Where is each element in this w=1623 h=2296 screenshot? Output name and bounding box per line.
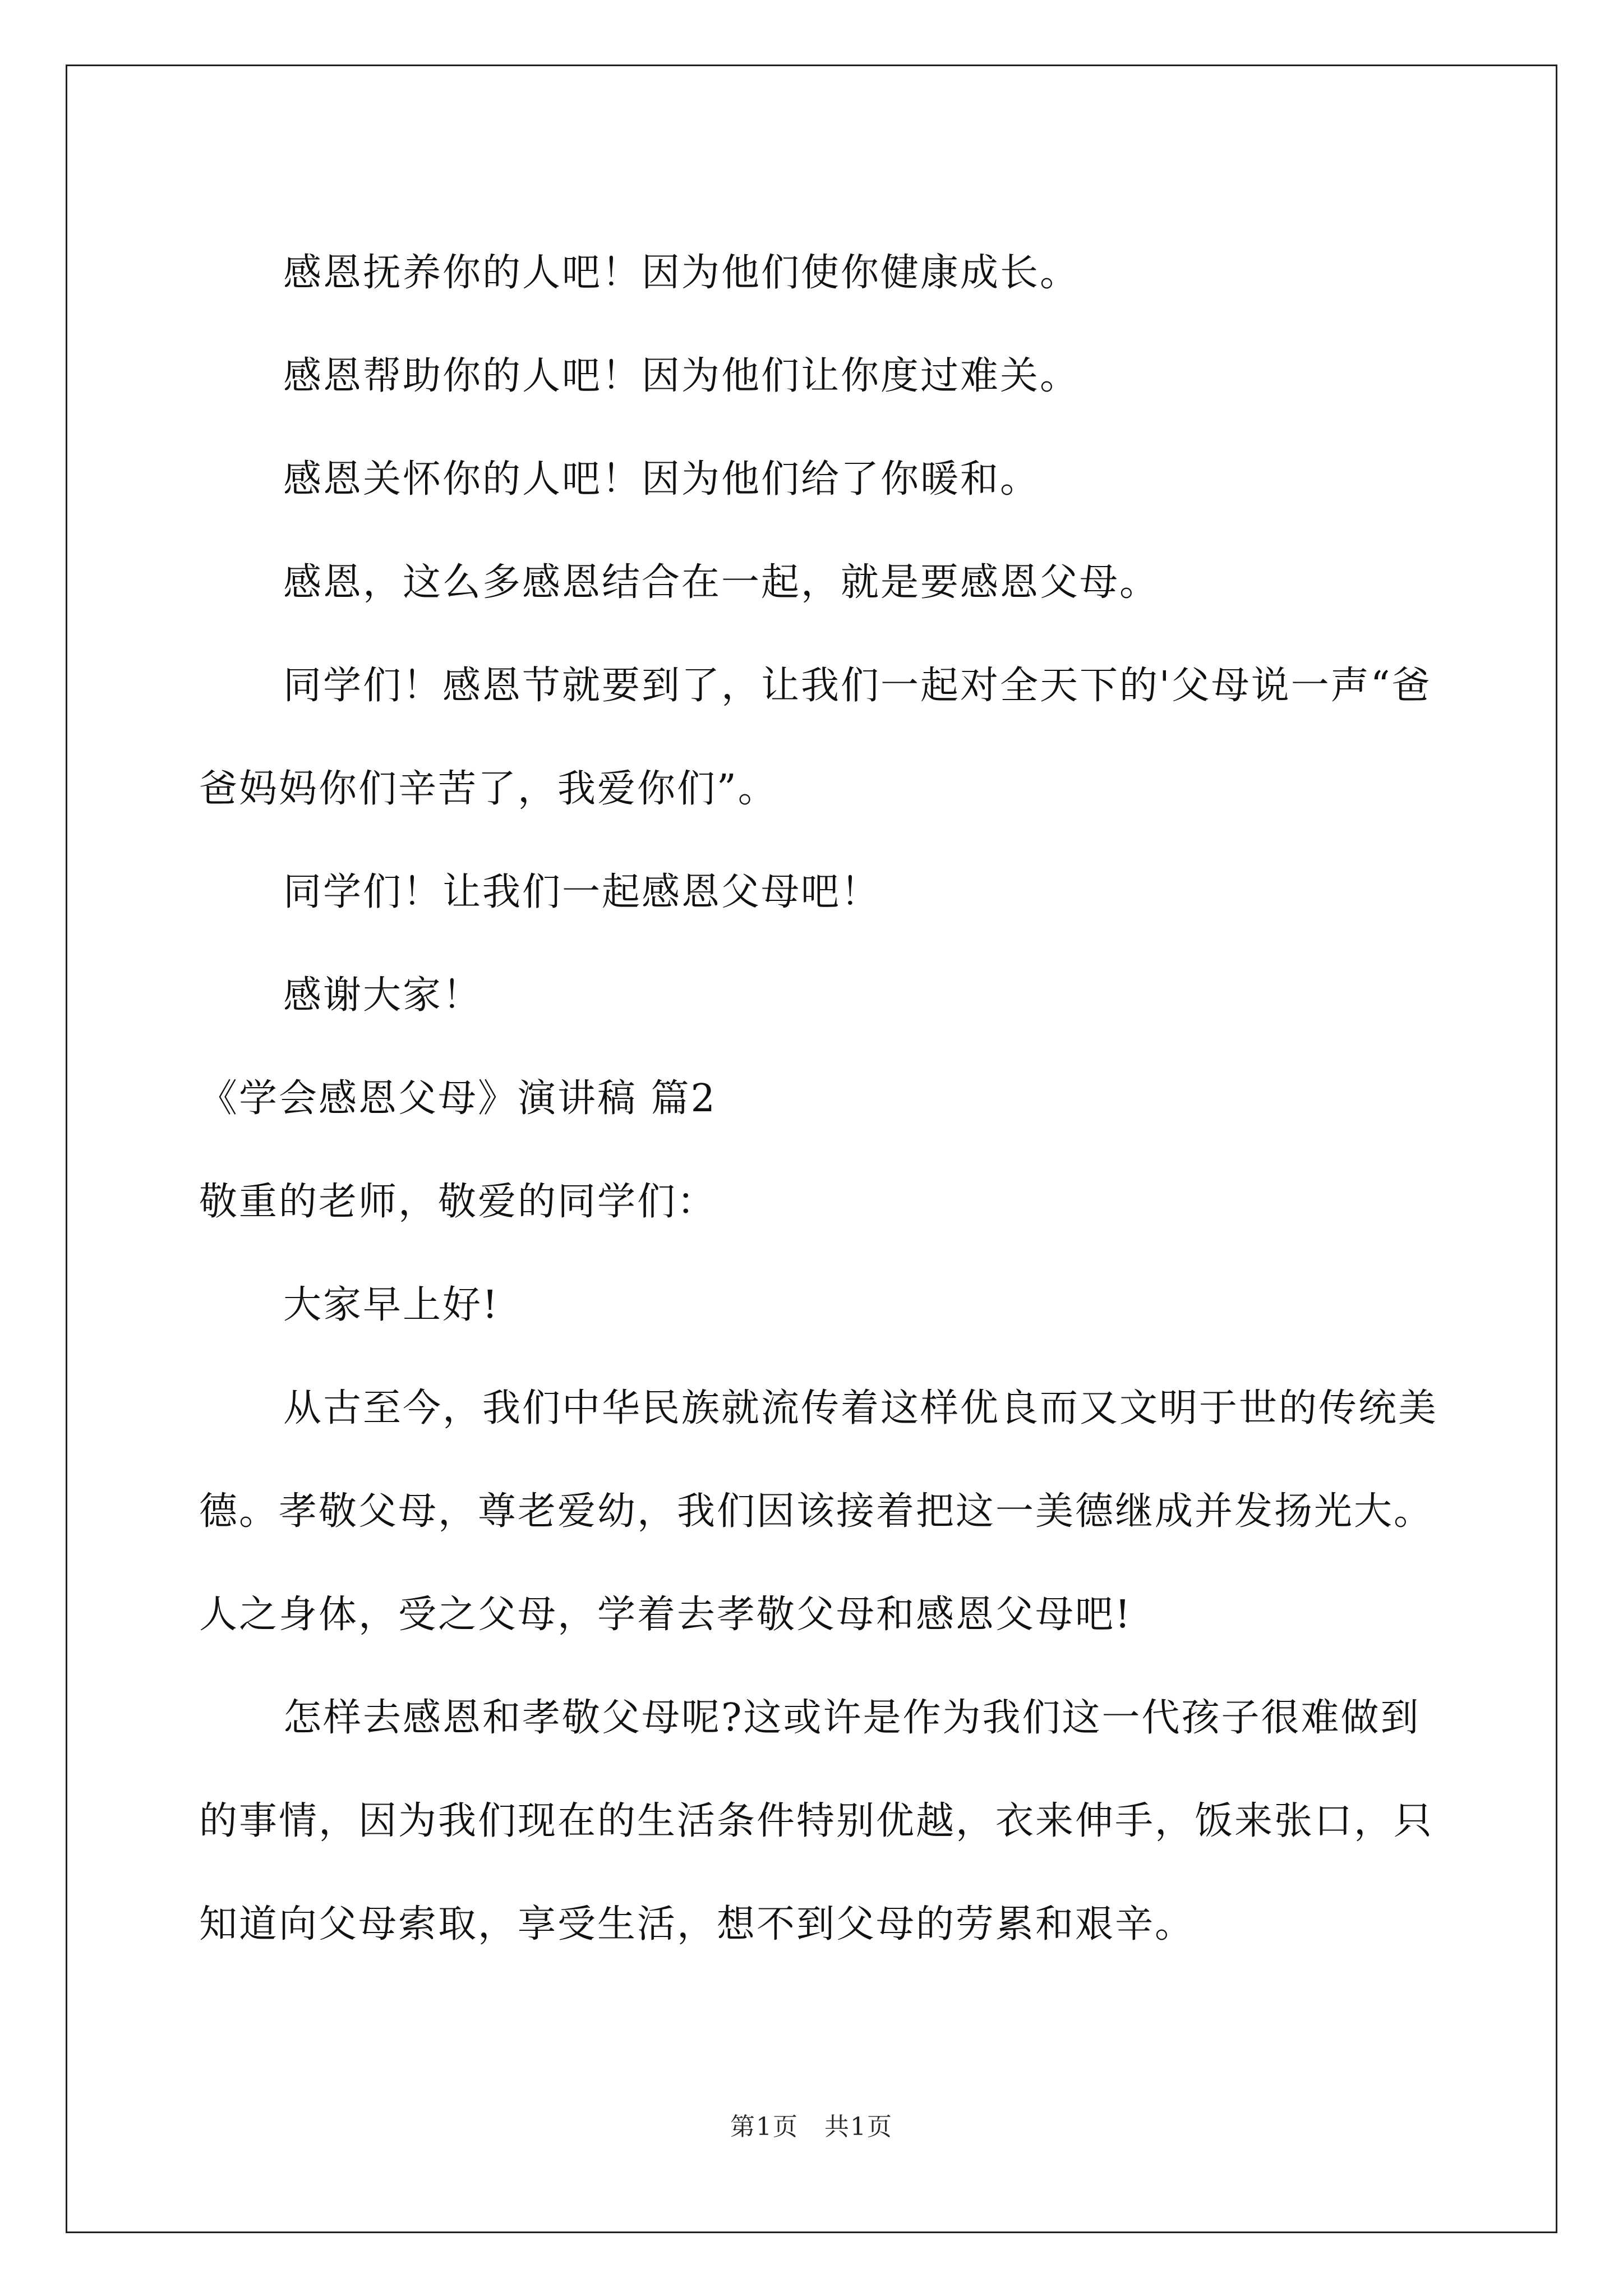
page-footer: 第1页 共1页 <box>730 2113 893 2141</box>
document-body <box>199 222 1455 1976</box>
paragraph: 感谢大家！ <box>283 973 483 1018</box>
paragraph: 感恩抚养你的人吧！因为他们使你健康成长。 <box>283 251 1080 295</box>
paragraph: 同学们！感恩节就要到了，让我们一起对全天下的'父母说一声“爸爸妈妈你们辛苦了，我爱你们”。 <box>199 664 1432 811</box>
salutation: 敬重的老师，敬爱的同学们： <box>199 1180 717 1224</box>
paragraph: 同学们！让我们一起感恩父母吧！ <box>283 870 881 914</box>
section-heading: 《学会感恩父母》演讲稿 篇2 <box>199 1076 717 1121</box>
paragraph: 感恩关怀你的人吧！因为他们给了你暖和。 <box>283 457 1040 501</box>
paragraph: 感恩，这么多感恩结合在一起，就是要感恩父母。 <box>283 560 1160 605</box>
paragraph: 感恩帮助你的人吧！因为他们让你度过难关。 <box>283 354 1080 398</box>
paragraph: 怎样去感恩和孝敬父母呢?这或许是作为我们这一代孩子很难做到的事情，因为我们现在的生活条件特别优越，衣来伸手，饭来张口，只知道向父母索取，享受生活，想不到父母的劳累和艰辛。 <box>199 1696 1434 1947</box>
paragraph: 大家早上好! <box>283 1283 500 1327</box>
paragraph: 从古至今，我们中华民族就流传着这样优良而又文明于世的传统美德。孝敬父母，尊老爱幼，我们因该接着把这一美德继成并发扬光大。人之身体，受之父母，学着去孝敬父母和感恩父母吧! <box>199 1386 1438 1637</box>
